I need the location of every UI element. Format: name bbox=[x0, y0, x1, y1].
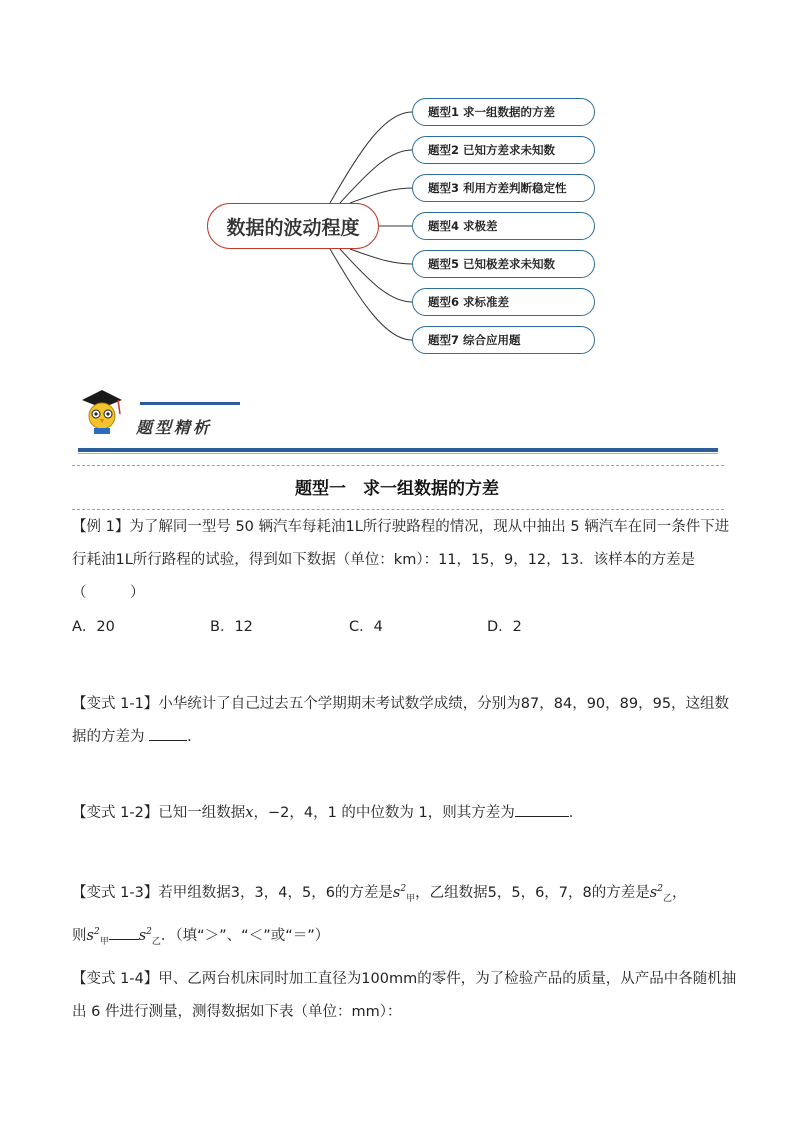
variant-1-3-text-b: ，乙组数据5，5，6，7，8的方差是 bbox=[415, 884, 650, 901]
banner-underline-thin bbox=[78, 453, 718, 454]
topic-label: 题型7 综合应用题 bbox=[428, 333, 521, 347]
variant-1-1-end: ． bbox=[187, 729, 202, 745]
topic-label: 题型6 求标准差 bbox=[428, 295, 510, 309]
answer-blank bbox=[149, 725, 187, 741]
banner-top-line bbox=[140, 402, 240, 405]
variance-sub-jia: 甲 bbox=[99, 936, 109, 947]
variant-1-4: 【变式 1-4】甲、乙两台机床同时加工直径为100mm的零件，为了检验产品的质量，从产品中各随机抽出 6 件进行测量，测得数据如下表（单位：mm）： bbox=[72, 971, 737, 1020]
variable-x: x bbox=[245, 805, 254, 821]
mindmap-topic-2 bbox=[412, 136, 595, 164]
variant-1-3-text-c: ， bbox=[671, 884, 687, 901]
mindmap-topic-6 bbox=[412, 288, 595, 316]
variance-symbol-yi-2 bbox=[138, 926, 161, 947]
variance-sup: 2 bbox=[93, 926, 100, 937]
topic-label: 题型5 已知极差求未知数 bbox=[428, 257, 556, 271]
topic-label: 题型3 利用方差判断稳定性 bbox=[428, 181, 567, 195]
variant-1-2-text-middle: ，−2，4，1 的中位数为 1，则其方差为 bbox=[253, 805, 515, 821]
variance-sub-yi: 乙 bbox=[662, 893, 672, 904]
variance-sup: 2 bbox=[146, 926, 152, 937]
banner-underline bbox=[78, 448, 718, 452]
variant-1-3-text-e: ．（填“＞”、“＜”或“＝”） bbox=[160, 927, 330, 944]
variance-symbol-jia bbox=[392, 884, 416, 904]
variance-sub-jia: 甲 bbox=[406, 893, 416, 904]
variant-1-2-text: 【变式 1-2】已知一组数据 bbox=[72, 805, 246, 821]
topic-label: 题型4 求极差 bbox=[428, 219, 498, 233]
variance-s: s bbox=[392, 884, 401, 901]
answer-blank bbox=[109, 924, 139, 940]
mindmap-topic-1 bbox=[412, 98, 595, 126]
mindmap-connectors bbox=[0, 0, 794, 380]
dashed-divider-bottom bbox=[72, 509, 724, 510]
variance-sub-yi: 乙 bbox=[151, 936, 161, 947]
variance-s: s bbox=[86, 927, 94, 944]
variant-1-1 bbox=[72, 688, 742, 754]
topic-label: 题型1 求一组数据的方差 bbox=[428, 105, 556, 119]
variant-1-2-end: ． bbox=[568, 805, 584, 821]
dashed-divider-top bbox=[72, 465, 724, 466]
variance-sup: 2 bbox=[657, 884, 663, 894]
mindmap-topic-4 bbox=[412, 212, 595, 240]
option-d: D．2 bbox=[487, 619, 522, 635]
variant-1-2 bbox=[72, 797, 742, 830]
variant-1-3-text-a: 【变式 1-3】若甲组数据3，3，4，5，6的方差是 bbox=[72, 884, 393, 901]
banner-title: 题型精析 bbox=[136, 418, 213, 437]
answer-blank bbox=[515, 801, 569, 817]
owl-graduate-icon bbox=[78, 388, 126, 438]
mindmap-center bbox=[207, 203, 379, 249]
mindmap-topic-7 bbox=[412, 326, 595, 354]
option-c: C．4 bbox=[349, 619, 383, 635]
variant-1-3-text-d: 则 bbox=[72, 927, 87, 944]
mindmap-topic-5 bbox=[412, 250, 595, 278]
option-a: A．20 bbox=[72, 619, 115, 635]
variance-s: s bbox=[138, 927, 147, 944]
variance-symbol-jia-2 bbox=[86, 926, 109, 947]
variant-1-1-text: 【变式 1-1】小华统计了自己过去五个学期期末考试数学成绩，分别为87，84，90，89，95，这组数据的方差为 bbox=[72, 696, 730, 745]
variance-s: s bbox=[649, 884, 658, 901]
mindmap-topic-3 bbox=[412, 174, 595, 202]
mindmap-center-label: 数据的波动程度 bbox=[226, 216, 360, 239]
section-title: 题型一 求一组数据的方差 bbox=[295, 479, 499, 499]
variant-1-3 bbox=[72, 873, 742, 958]
variance-sup: 2 bbox=[400, 884, 407, 894]
option-b: B．12 bbox=[210, 619, 253, 635]
variance-symbol-yi bbox=[649, 884, 672, 904]
example-1-question: 【例 1】为了解同一型号 50 辆汽车每耗油1L所行驶路程的情况，现从中抽出 5 辆汽车在同一条件下进行耗油1L所行路程的试验，得到如下数据（单位：km）：11，15，9，12，13．该样本的方差是（ ） bbox=[72, 519, 730, 601]
topic-label: 题型2 已知方差求未知数 bbox=[428, 143, 556, 157]
